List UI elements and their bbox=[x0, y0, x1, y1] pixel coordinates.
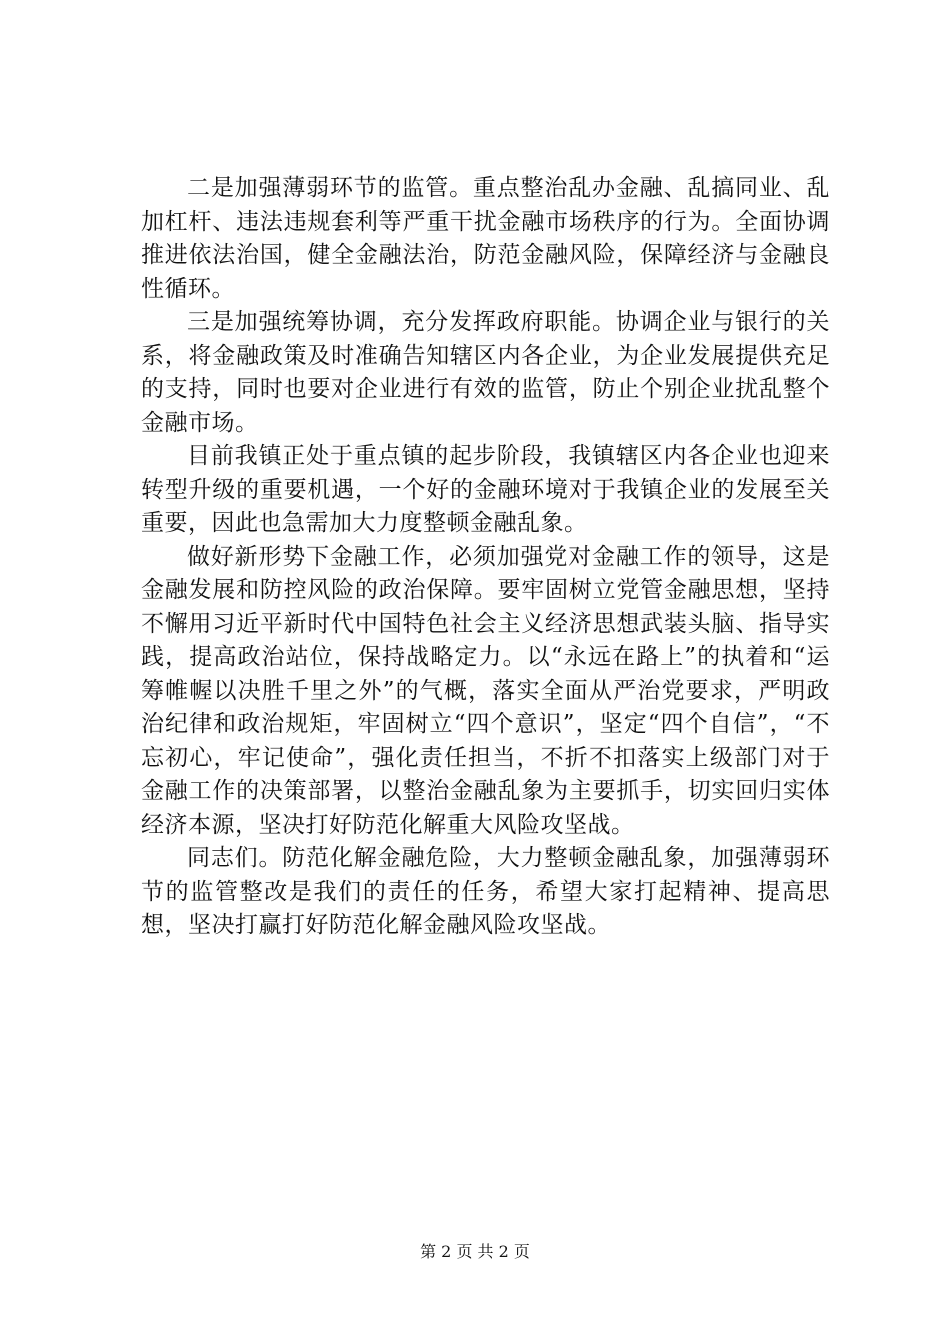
page-footer: 第 2 页 共 2 页 bbox=[420, 1242, 530, 1261]
paragraph-2: 三是加强统筹协调，充分发挥政府职能。协调企业与银行的关系，将金融政策及时准确告知辖区内各企业，为企业发展提供充足的支持，同时也要对企业进行有效的监管，防止个别企业扰乱整个金融市场。 bbox=[141, 309, 830, 436]
document-body bbox=[141, 172, 830, 943]
paragraph-1: 二是加强薄弱环节的监管。重点整治乱办金融、乱搞同业、乱加杠杆、违法违规套利等严重干扰金融市场秩序的行为。全面协调推进依法治国，健全金融法治，防范金融风险，保障经济与金融良性循环。 bbox=[141, 175, 830, 302]
paragraph-4: 做好新形势下金融工作，必须加强党对金融工作的领导，这是金融发展和防控风险的政治保障。要牢固树立党管金融思想，坚持不懈用习近平新时代中国特色社会主义经济思想武装头脑、指导实践，提高政治站位，保持战略定力。以“永远在路上”的执着和“运筹帷幄以决胜千里之外”的气概，落实全面从严治党要求，严明政治纪律和政治规矩，牢固树立“四个意识”，坚定“四个自信”，“不忘初心，牢记使命”，强化责任担当，不折不扣落实上级部门对于金融工作的决策部署，以整治金融乱象为主要抓手，切实回归实体经济本源，坚决打好防范化解重大风险攻坚战。 bbox=[141, 543, 830, 838]
paragraph-5: 同志们。防范化解金融危险，大力整顿金融乱象，加强薄弱环节的监管整改是我们的责任的任务，希望大家打起精神、提高思想，坚决打赢打好防范化解金融风险攻坚战。 bbox=[141, 845, 830, 938]
paragraph-3: 目前我镇正处于重点镇的起步阶段，我镇辖区内各企业也迎来转型升级的重要机遇，一个好的金融环境对于我镇企业的发展至关重要，因此也急需加大力度整顿金融乱象。 bbox=[141, 443, 830, 536]
